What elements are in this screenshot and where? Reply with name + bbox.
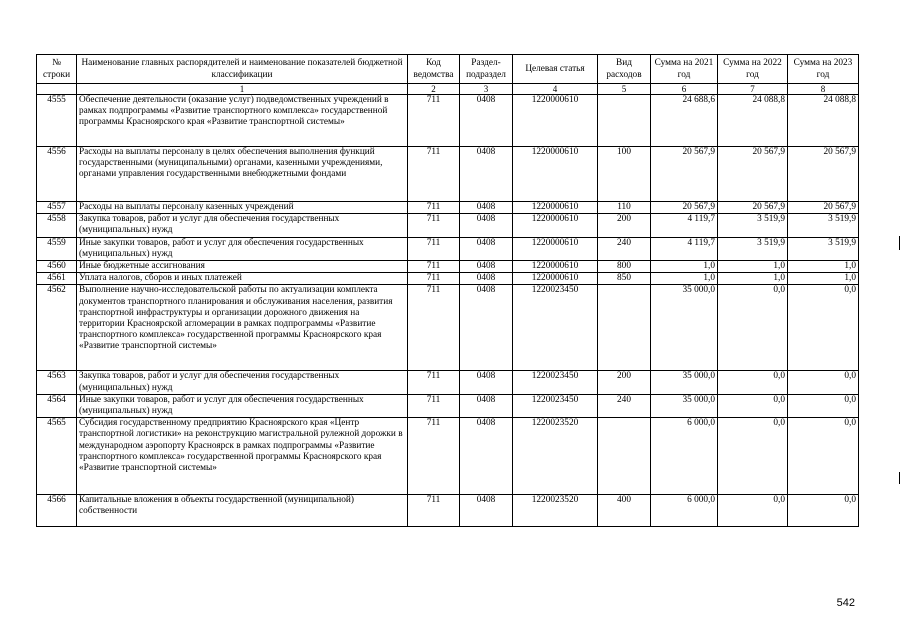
row-number: 4562 [37,285,77,371]
table-row [37,95,859,147]
sum-2022: 1,0 [718,261,788,273]
table-row [37,394,859,417]
header-sum-2023: Сумма на 2023 год [788,55,859,84]
column-index [37,84,77,95]
target-code: 1220023520 [513,418,598,495]
sum-2022: 24 088,8 [718,95,788,147]
row-name: Уплата налогов, сборов и иных платежей [77,273,408,285]
column-index: 1 [77,84,408,95]
expense-type: 200 [598,371,651,394]
table-row [37,418,859,495]
expense-type [598,95,651,147]
sum-2023: 0,0 [788,418,859,495]
table-body [37,95,859,527]
header-sum-2021: Сумма на 2021 год [651,55,718,84]
row-name: Капитальные вложения в объекты государственной (муниципальной) собственности [77,495,408,527]
target-code: 1220023450 [513,371,598,394]
dept-code: 711 [408,147,460,202]
column-index-row [37,84,859,95]
header-dept-code: Код ведомства [408,55,460,84]
target-code: 1220000610 [513,214,598,237]
table-row [37,371,859,394]
header-target: Целевая статья [513,55,598,84]
column-index: 7 [718,84,788,95]
dept-code: 711 [408,495,460,527]
table-row [37,495,859,527]
header-expense-type: Вид расходов [598,55,651,84]
table-row [37,214,859,237]
table-row [37,261,859,273]
sum-2023: 20 567,9 [788,147,859,202]
sum-2021: 1,0 [651,261,718,273]
expense-type: 200 [598,214,651,237]
column-index: 3 [460,84,513,95]
dept-code: 711 [408,237,460,260]
sum-2022: 0,0 [718,495,788,527]
section-code: 0408 [460,371,513,394]
sum-2023: 24 088,8 [788,95,859,147]
dept-code: 711 [408,95,460,147]
target-code: 1220023520 [513,495,598,527]
table-header-row [37,55,859,84]
sum-2023: 3 519,9 [788,214,859,237]
section-code: 0408 [460,261,513,273]
dept-code: 711 [408,418,460,495]
table-row [37,237,859,260]
target-code: 1220000610 [513,147,598,202]
page-number: 542 [836,597,855,609]
header-name: Наименование главных распорядителей и наименование показателей бюджетной классификации [77,55,408,84]
target-code: 1220000610 [513,261,598,273]
sum-2022: 0,0 [718,285,788,371]
row-number: 4565 [37,418,77,495]
target-code: 1220000610 [513,95,598,147]
sum-2023: 3 519,9 [788,237,859,260]
expense-type: 240 [598,237,651,260]
target-code: 1220000610 [513,237,598,260]
row-number: 4560 [37,261,77,273]
sum-2021: 35 000,0 [651,285,718,371]
expense-type [598,418,651,495]
sum-2021: 1,0 [651,273,718,285]
sum-2022: 3 519,9 [718,237,788,260]
sum-2022: 3 519,9 [718,214,788,237]
row-number: 4555 [37,95,77,147]
section-code: 0408 [460,147,513,202]
row-name: Иные бюджетные ассигнования [77,261,408,273]
row-name: Выполнение научно-исследовательской работы по актуализации комплекта документов транспортного планирования и обслуживания населения, развития транспортной инфраструктуры и организации дорожного движения на территории Красноярской агломерации в рамках подпрограммы «Развитие транспортного комплекса» государственной программы Красноярского края «Развитие транспортной системы» [77,285,408,371]
expense-type: 110 [598,202,651,214]
row-number: 4556 [37,147,77,202]
sum-2023: 0,0 [788,394,859,417]
column-index: 8 [788,84,859,95]
sum-2022: 0,0 [718,394,788,417]
column-index: 2 [408,84,460,95]
row-number: 4558 [37,214,77,237]
expense-type: 850 [598,273,651,285]
sum-2021: 20 567,9 [651,202,718,214]
row-name: Обеспечение деятельности (оказание услуг) подведомственных учреждений в рамках подпрограммы «Развитие транспортного комплекса» государственной программы Красноярского края «Развитие транспортной системы» [77,95,408,147]
sum-2023: 20 567,9 [788,202,859,214]
expense-type [598,285,651,371]
row-number: 4557 [37,202,77,214]
section-code: 0408 [460,495,513,527]
sum-2021: 6 000,0 [651,495,718,527]
row-number: 4559 [37,237,77,260]
section-code: 0408 [460,214,513,237]
row-number: 4564 [37,394,77,417]
column-index: 5 [598,84,651,95]
expense-type: 400 [598,495,651,527]
sum-2022: 0,0 [718,418,788,495]
dept-code: 711 [408,371,460,394]
section-code: 0408 [460,237,513,260]
section-code: 0408 [460,273,513,285]
section-code: 0408 [460,202,513,214]
sum-2021: 20 567,9 [651,147,718,202]
target-code: 1220023450 [513,394,598,417]
dept-code: 711 [408,214,460,237]
sum-2023: 0,0 [788,285,859,371]
dept-code: 711 [408,202,460,214]
budget-table [36,54,859,527]
row-name: Расходы на выплаты персоналу казенных учреждений [77,202,408,214]
section-code: 0408 [460,418,513,495]
table-row [37,273,859,285]
row-name: Иные закупки товаров, работ и услуг для обеспечения государственных (муниципальных) нужд [77,394,408,417]
column-index: 6 [651,84,718,95]
sum-2022: 1,0 [718,273,788,285]
table-row [37,202,859,214]
header-row-no: № строки [37,55,77,84]
sum-2021: 24 688,6 [651,95,718,147]
dept-code: 711 [408,261,460,273]
header-section: Раздел-подраздел [460,55,513,84]
column-index: 4 [513,84,598,95]
row-name: Расходы на выплаты персоналу в целях обеспечения выполнения функций государственными (муниципальными) органами, казенными учреждениями, органами управления государственными внебюджетными фондами [77,147,408,202]
row-name: Субсидия государственному предприятию Красноярского края «Центр транспортной логистики» на реконструкцию магистральной рулежной дорожки в международном аэропорту Красноярск в рамках подпрограммы «Развитие транспортного комплекса» государственной программы Красноярского края «Развитие транспортной системы» [77,418,408,495]
sum-2021: 35 000,0 [651,394,718,417]
section-code: 0408 [460,95,513,147]
dept-code: 711 [408,273,460,285]
target-code: 1220000610 [513,273,598,285]
scan-mark [899,236,900,250]
expense-type: 800 [598,261,651,273]
scan-mark [899,472,900,484]
row-name: Закупка товаров, работ и услуг для обеспечения государственных (муниципальных) нужд [77,371,408,394]
row-name: Закупка товаров, работ и услуг для обеспечения государственных (муниципальных) нужд [77,214,408,237]
target-code: 1220000610 [513,202,598,214]
row-name: Иные закупки товаров, работ и услуг для обеспечения государственных (муниципальных) нужд [77,237,408,260]
expense-type: 240 [598,394,651,417]
dept-code: 711 [408,285,460,371]
sum-2022: 20 567,9 [718,202,788,214]
sum-2023: 0,0 [788,495,859,527]
row-number: 4563 [37,371,77,394]
sum-2023: 0,0 [788,371,859,394]
row-number: 4566 [37,495,77,527]
sum-2021: 6 000,0 [651,418,718,495]
header-sum-2022: Сумма на 2022 год [718,55,788,84]
sum-2022: 0,0 [718,371,788,394]
table-row [37,285,859,371]
dept-code: 711 [408,394,460,417]
target-code: 1220023450 [513,285,598,371]
sum-2021: 35 000,0 [651,371,718,394]
expense-type: 100 [598,147,651,202]
sum-2021: 4 119,7 [651,237,718,260]
sum-2023: 1,0 [788,261,859,273]
sum-2023: 1,0 [788,273,859,285]
sum-2021: 4 119,7 [651,214,718,237]
table-row [37,147,859,202]
section-code: 0408 [460,394,513,417]
row-number: 4561 [37,273,77,285]
section-code: 0408 [460,285,513,371]
sum-2022: 20 567,9 [718,147,788,202]
